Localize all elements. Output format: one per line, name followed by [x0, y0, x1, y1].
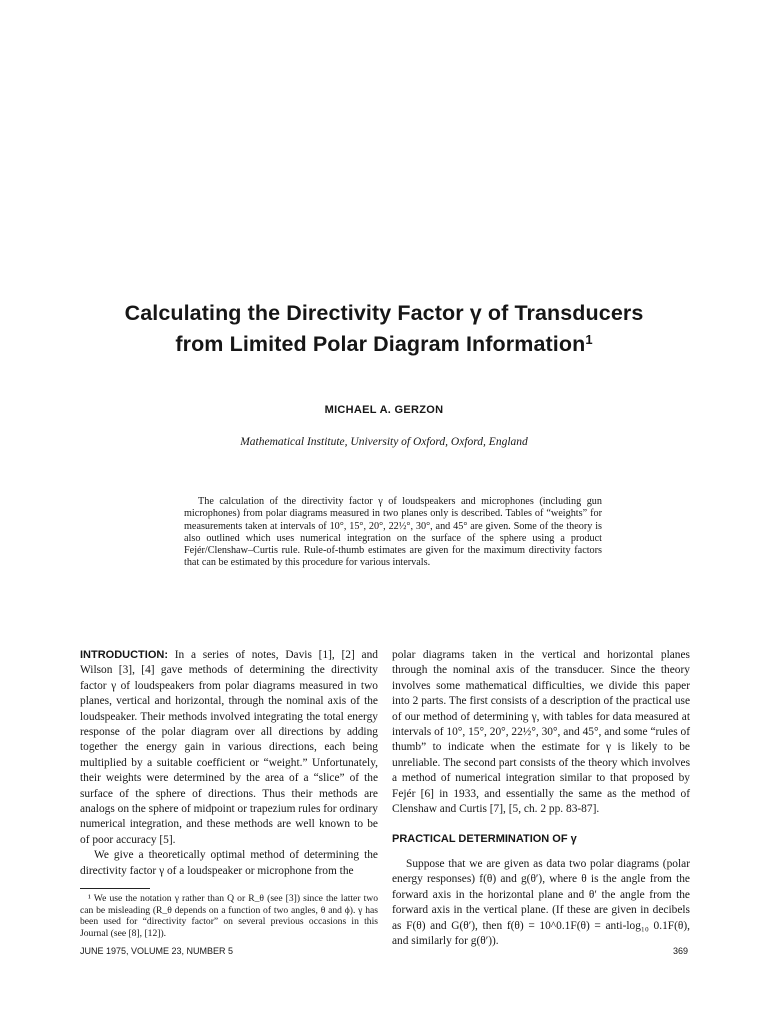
- footnote-1: ¹ We use the notation γ rather than Q or R_θ (see [3]) since the latter two can be misleading (R_θ depends on a function of two angles, θ and ϕ). γ has been used for “directivity factor” on several previous occasions in this Journal (see [8], [12]).: [80, 893, 378, 939]
- intro-paragraph-2: We give a theoretically optimal method of determining the directivity factor γ of a loudspeaker or microphone from the: [80, 849, 378, 877]
- title-line-2: from Limited Polar Diagram Information: [175, 332, 586, 356]
- author-name: MICHAEL A. GERZON: [324, 404, 444, 416]
- intro-paragraph-1-text: In a series of notes, Davis [1], [2] and Wilson [3], [4] gave methods of determining the directivity factor γ of loudspeakers from polar diagrams measured in two planes, vertical and horizontal, through the nominal axis of the loudspeaker. Their methods involved integrating the total energy response of the polar diagram over all directions by adding together the energy gain in various directions, each being multiplied by a suitable coefficient or “weight.” Unfortunately, their weights were determined by the area of a “slice” of the surface of the sphere of directions. Thus their methods are analogs on the sphere of midpoint or trapezium rules for ordinary numerical integration, and these methods are well known to be of poor accuracy [5].: [80, 649, 378, 846]
- practical-paragraph-1: Suppose that we are given as data two polar diagrams (polar energy responses) f(θ) and g(θ′), where θ is the angle from the forward axis in the horizontal plane and θ′ the angle from the forward axis in the vertical plane. (If these are given in decibels as F(θ) and G(θ′), then f(θ) = 10^0.1F(θ) = anti-log₁₀ 0.1F(θ), and similarly for g(θ′)).: [392, 857, 690, 947]
- journal-issue: JUNE 1975, VOLUME 23, NUMBER 5: [80, 946, 234, 956]
- right-column: [392, 648, 690, 949]
- author-affiliation: Mathematical Institute, University of Oxford, Oxford, England: [240, 436, 528, 448]
- intro-heading: INTRODUCTION:: [80, 649, 168, 661]
- title-line-1: Calculating the Directivity Factor γ of Transducers: [124, 301, 644, 325]
- intro-paragraph-2-continued: polar diagrams taken in the vertical and horizontal planes through the nominal axis of the transducer. Since the theory involves some mathematical difficulties, we divide this paper into 2 parts. The first consists of a description of the practical use of our method of determining γ, with tables for data measured at intervals of 10°, 15°, 20°, 22½°, 30°, and 45°, and some “rules of thumb” to indicate when the estimate for γ is likely to be unreliable. The second part consists of the theory which involves a method of numerical integration similar to that proposed by Fejér [6] in 1933, and essentially the same as the method of Clenshaw and Curtis [7], [5, ch. 2 pp. 83-87].: [392, 649, 690, 816]
- intro-paragraph-1: [80, 648, 378, 848]
- paper-title: [60, 298, 708, 360]
- page-number: 369: [672, 946, 688, 956]
- section-heading-practical: PRACTICAL DETERMINATION OF γ: [392, 833, 577, 846]
- abstract: The calculation of the directivity factor γ of loudspeakers and microphones (including gun microphones) from polar diagrams measured in two planes only is described. Tables of “weights” for measurements taken at intervals of 10°, 15°, 20°, 22½°, 30°, and 45° are given. Some of the theory is also outlined which uses numerical integration on the surface of the sphere using a product Fejér/Clenshaw–Curtis rule. Rule-of-thumb estimates are given for the maximum directivity factors that can be estimated by this procedure for various intervals.: [184, 496, 602, 569]
- footnote-divider: [80, 888, 150, 889]
- title-footnote-mark: 1: [585, 332, 593, 347]
- left-column: [80, 648, 378, 879]
